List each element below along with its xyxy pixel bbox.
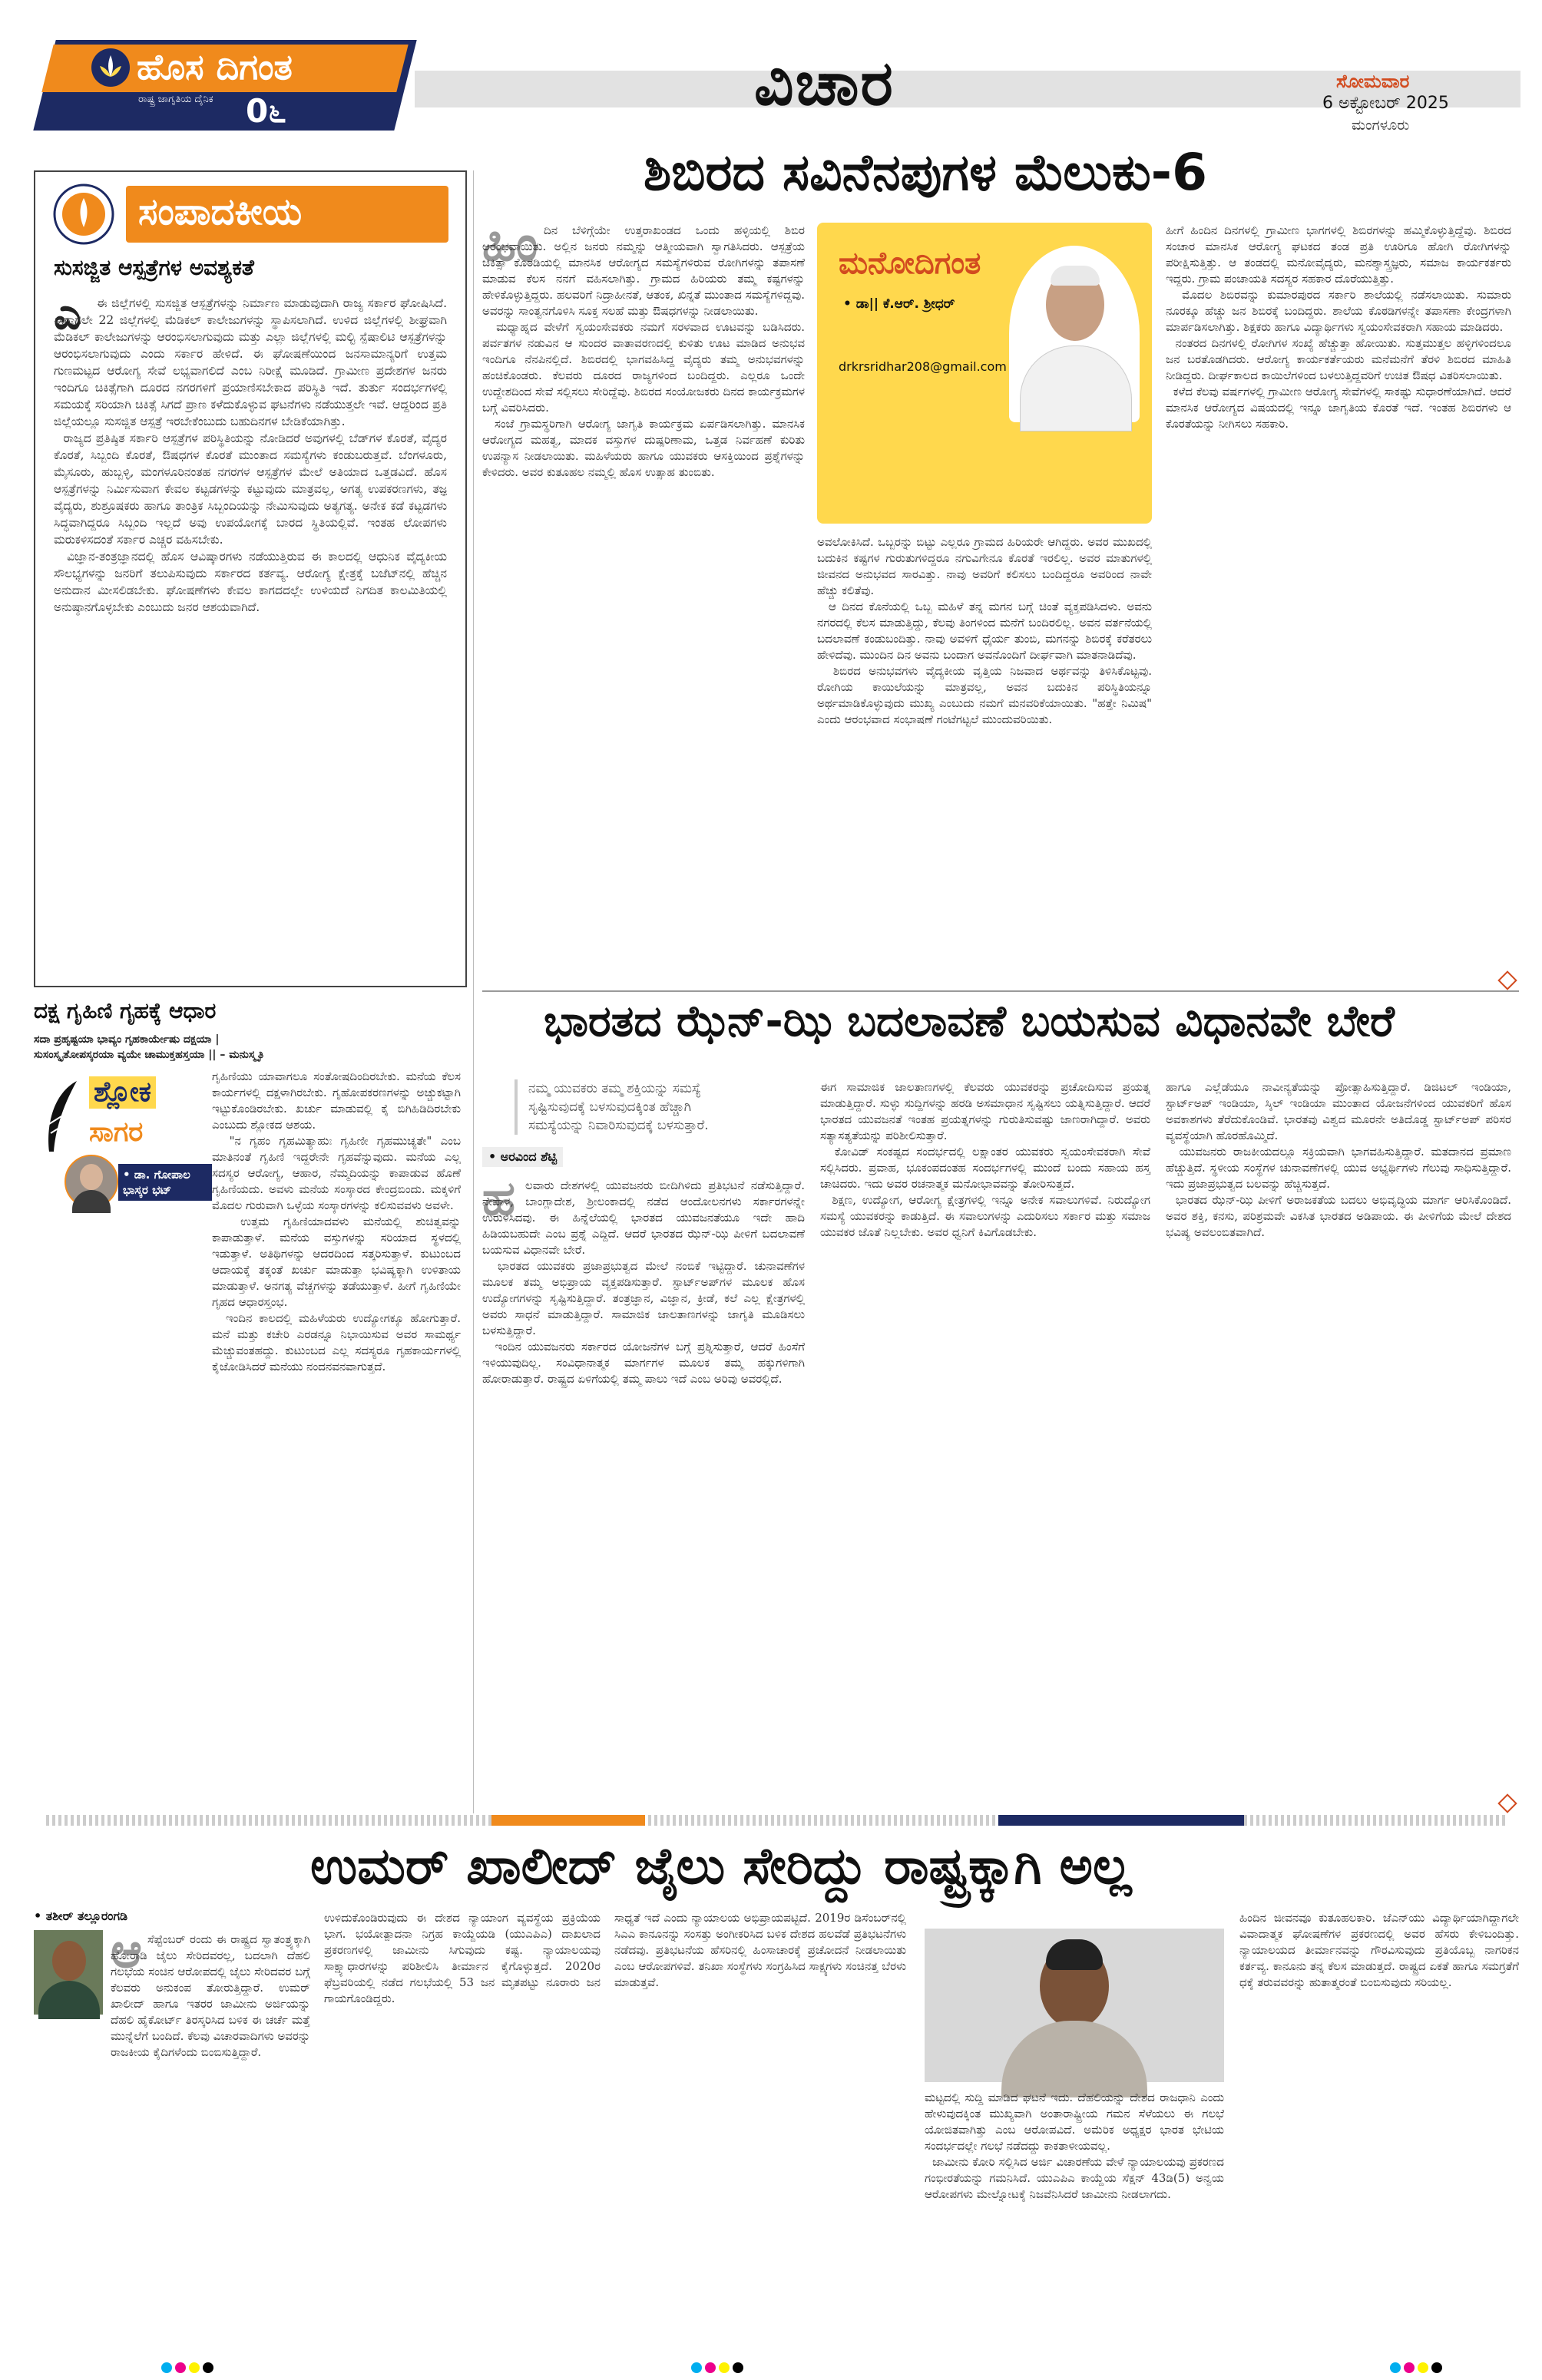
- registration-marks-left: [161, 2362, 217, 2376]
- lokasagara-author: • ಡಾ. ಗೋಪಾಲ ಭಾಸ್ಕರ ಭಟ್: [118, 1164, 212, 1201]
- umar-author: • ತಶೀರ್ ತಲ್ಲೂರಂಗಡಿ: [34, 1909, 128, 1923]
- section-title: ವಿಚಾರ: [754, 48, 895, 119]
- genz-author: • ಅರವಿಂದ ಶೆಟ್ಟಿ: [482, 1147, 563, 1167]
- umar-author-avatar: [34, 1930, 103, 2015]
- horizontal-divider: [482, 990, 1519, 992]
- lokasagara-headline: ದಕ್ಷ ಗೃಹಿಣಿ ಗೃಹಕ್ಕೆ ಆಧಾರ: [34, 998, 217, 1023]
- author-email: drkrsridhar208@gmail.com: [839, 359, 1007, 374]
- editorial-logo-icon: [52, 183, 115, 246]
- genz-col1: ಲವಾರು ದೇಶಗಳಲ್ಲಿ ಯುವಜನರು ಬೀದಿಗಿಳಿದು ಪ್ರತಿಭಟನೆ ನಡೆಸುತ್ತಿದ್ದಾರೆ. ನೇಪಾಳ, ಬಾಂಗ್ಲಾದೇಶ, ಶ್ರೀಲಂಕಾದಲ್ಲಿ ನಡೆದ ಆಂದೋಲನಗಳು ಸರ್ಕಾರಗಳನ್ನೇ ಉರುಳಿಸಿದವು. ಈ ಹಿನ್ನೆಲೆಯಲ್ಲಿ ಭಾರತದ ಯುವಜನತೆಯೂ ಇದೇ ಹಾದಿ ಹಿಡಿಯಬಹುದೇ ಎಂಬ ಪ್ರಶ್ನೆ ಎದ್ದಿದೆ. ಆದರೆ ಭಾರತದ ಝೆನ್-ಝಿ ಪೀಳಿಗೆ ಬದಲಾವಣೆ ಬಯಸುವ ವಿಧಾನವೇ ಬೇರೆ. ಭಾರತದ ಯುವಕರು ಪ್ರಜಾಪ್ರಭುತ್ವದ ಮೇಲೆ ನಂಬಿಕೆ ಇಟ್ಟಿದ್ದಾರೆ. ಚುನಾವಣೆಗಳ ಮೂಲಕ ತಮ್ಮ ಅಭಿಪ್ರಾಯ ವ್ಯಕ್ತಪಡಿಸುತ್ತಾರೆ. ಸ್ಟಾರ್ಟ್‌ಅಪ್‌ಗಳ ಮೂಲಕ ಹೊಸ ಉದ್ಯೋಗಗಳನ್ನು ಸೃಷ್ಟಿಸುತ್ತಿದ್ದಾರೆ. ತಂತ್ರಜ್ಞಾನ, ವಿಜ್ಞಾನ, ಕ್ರೀಡೆ, ಕಲೆ ಎಲ್ಲ ಕ್ಷೇತ್ರಗಳಲ್ಲಿ ಅವರು ಸಾಧನೆ ಮಾಡುತ್ತಿದ್ದಾರೆ. ಸಾಮಾಜಿಕ ಜಾಲತಾಣಗಳನ್ನು ಜಾಗೃತಿ ಮೂಡಿಸಲು ಬಳಸುತ್ತಿದ್ದಾರೆ. ಇಂದಿನ ಯುವಜನರು ಸರ್ಕಾರದ ಯೋಜನೆಗಳ ಬಗ್ಗೆ ಪ್ರಶ್ನಿಸುತ್ತಾರೆ, ಆದರೆ ಹಿಂಸೆಗೆ ಇಳಿಯುವುದಿಲ್ಲ. ಸಂವಿಧಾನಾತ್ಮಕ ಮಾರ್ಗಗಳ ಮೂಲಕ ತಮ್ಮ ಹಕ್ಕುಗಳಿಗಾಗಿ ಹೋರಾಡುತ್ತಾರೆ. ರಾಷ್ಟ್ರದ ಏಳಿಗೆಯಲ್ಲಿ ತಮ್ಮ ಪಾಲು ಇದೆ ಎಂಬ ಅರಿವು ಅವರಲ್ಲಿದೆ.: [482, 1178, 805, 1386]
- editorial-box: [34, 170, 467, 987]
- umar-col5: ಹಿಂದಿನ ಜೀವನವೂ ಕುತೂಹಲಕಾರಿ. ಜೆಎನ್‌ಯು ವಿದ್ಯಾರ್ಥಿಯಾಗಿದ್ದಾಗಲೇ ವಿವಾದಾತ್ಮಕ ಘೋಷಣೆಗಳ ಪ್ರಕರಣದಲ್ಲಿ ಅವರ ಹೆಸರು ಕೇಳಿಬಂದಿತ್ತು. ನ್ಯಾಯಾಲಯದ ತೀರ್ಮಾನವನ್ನು ಗೌರವಿಸುವುದು ಪ್ರತಿಯೊಬ್ಬ ನಾಗರಿಕನ ಕರ್ತವ್ಯ. ಕಾನೂನು ತನ್ನ ಕೆಲಸ ಮಾಡುತ್ತದೆ. ರಾಷ್ಟ್ರದ ಏಕತೆ ಹಾಗೂ ಸಮಗ್ರತೆಗೆ ಧಕ್ಕೆ ತರುವವರನ್ನು ಹುತಾತ್ಮರಂತೆ ಬಿಂಬಿಸುವುದು ಸರಿಯಲ್ಲ.: [1239, 1911, 1523, 1989]
- masthead: [0, 0, 1542, 142]
- main-article-col1: ದಿನ ಬೆಳಿಗ್ಗೆಯೇ ಉತ್ತರಾಖಂಡದ ಒಂದು ಹಳ್ಳಿಯಲ್ಲಿ ಶಿಬಿರ ಆರಂಭವಾಯಿತು. ಅಲ್ಲಿನ ಜನರು ನಮ್ಮನ್ನು ಆತ್ಮೀಯವಾಗಿ ಸ್ವಾಗತಿಸಿದರು. ಆಸ್ಪತ್ರೆಯ ಚಿಕಿತ್ಸಾ ಕೊಠಡಿಯಲ್ಲಿ ಮಾನಸಿಕ ಆರೋಗ್ಯದ ಸಮಸ್ಯೆಗಳಿರುವ ರೋಗಿಗಳನ್ನು ತಪಾಸಣೆ ಮಾಡುವ ಕೆಲಸ ನನಗೆ ವಹಿಸಲಾಗಿತ್ತು. ಗ್ರಾಮದ ಹಿರಿಯರು ತಮ್ಮ ಕಷ್ಟಗಳನ್ನು ಹೇಳಿಕೊಳ್ಳುತ್ತಿದ್ದರು. ಹಲವರಿಗೆ ನಿದ್ರಾಹೀನತೆ, ಆತಂಕ, ಖಿನ್ನತೆ ಮುಂತಾದ ಸಮಸ್ಯೆಗಳಿದ್ದವು. ಅವರನ್ನು ಸಾಂತ್ವನಗೊಳಿಸಿ ಸೂಕ್ತ ಸಲಹೆ ಮತ್ತು ಔಷಧಗಳನ್ನು ನೀಡಲಾಯಿತು. ಮಧ್ಯಾಹ್ನದ ವೇಳೆಗೆ ಸ್ವಯಂಸೇವಕರು ನಮಗೆ ಸರಳವಾದ ಊಟವನ್ನು ಬಡಿಸಿದರು. ಪರ್ವತಗಳ ನಡುವಿನ ಆ ಸುಂದರ ವಾತಾವರಣದಲ್ಲಿ ಕುಳಿತು ಊಟ ಮಾಡಿದ ಅನುಭವ ಇಂದಿಗೂ ನೆನಪಿನಲ್ಲಿದೆ. ಶಿಬಿರದಲ್ಲಿ ಭಾಗವಹಿಸಿದ್ದ ವೈದ್ಯರು ತಮ್ಮ ಅನುಭವಗಳನ್ನು ಹಂಚಿಕೊಂಡರು. ಕೆಲವರು ದೂರದ ರಾಜ್ಯಗಳಿಂದ ಬಂದಿದ್ದರು. ಎಲ್ಲರೂ ಒಂದೇ ಉದ್ದೇಶದಿಂದ ಸೇವೆ ಸಲ್ಲಿಸಲು ಸೇರಿದ್ದೆವು. ಶಿಬಿರದ ಸಂಯೋಜಕರು ದಿನದ ಕಾರ್ಯಕ್ರಮಗಳ ಬಗ್ಗೆ ವಿವರಿಸಿದರು. ಸಂಜೆ ಗ್ರಾಮಸ್ಥರಿಗಾಗಿ ಆರೋಗ್ಯ ಜಾಗೃತಿ ಕಾರ್ಯಕ್ರಮ ಏರ್ಪಡಿಸಲಾಗಿತ್ತು. ಮಾನಸಿಕ ಆರೋಗ್ಯದ ಮಹತ್ವ, ಮಾದಕ ವಸ್ತುಗಳ ದುಷ್ಪರಿಣಾಮ, ಒತ್ತಡ ನಿರ್ವಹಣೆ ಕುರಿತು ಉಪನ್ಯಾಸ ನೀಡಲಾಯಿತು. ಮಹಿಳೆಯರು ಹಾಗೂ ಯುವಕರು ಆಸಕ್ತಿಯಿಂದ ಪ್ರಶ್ನೆಗಳನ್ನು ಕೇಳಿದರು. ಅವರ ಕುತೂಹಲ ನಮ್ಮಲ್ಲಿ ಹೊಸ ಉತ್ಸಾಹ ತುಂಬಿತು.: [482, 223, 805, 479]
- quill-icon: [38, 1078, 84, 1155]
- editorial-drop-cap: ಎ: [54, 289, 81, 339]
- genz-pull-quote: ನಮ್ಮ ಯುವಕರು ತಮ್ಮ ಶಕ್ತಿಯನ್ನು ಸಮಸ್ಯೆ ಸೃಷ್ಟಿಸುವುದಕ್ಕೆ ಬಳಸುವುದಕ್ಕಿಂತ ಹೆಚ್ಚಾಗಿ ಸಮಸ್ಯೆಯನ್ನು ನಿವಾರಿಸುವುದಕ್ಕೆ ಬಳಸುತ್ತಾರೆ.: [515, 1079, 866, 1135]
- genz-col3: ಹಾಗೂ ಎಲ್ಲೆಡೆಯೂ ನಾವೀನ್ಯತೆಯನ್ನು ಪ್ರೋತ್ಸಾಹಿಸುತ್ತಿದ್ದಾರೆ. ಡಿಜಿಟಲ್ ಇಂಡಿಯಾ, ಸ್ಟಾರ್ಟ್‌ಅಪ್ ಇಂಡಿಯಾ, ಸ್ಕಿಲ್ ಇಂಡಿಯಾ ಮುಂತಾದ ಯೋಜನೆಗಳಿಂದ ಯುವಕರಿಗೆ ಹೊಸ ಅವಕಾಶಗಳು ತೆರೆದುಕೊಂಡಿವೆ. ಭಾರತವು ವಿಶ್ವದ ಮೂರನೇ ಅತಿದೊಡ್ಡ ಸ್ಟಾರ್ಟ್‌ಅಪ್ ಪರಿಸರ ವ್ಯವಸ್ಥೆಯಾಗಿ ಹೊರಹೊಮ್ಮಿದೆ. ಯುವಜನರು ರಾಜಕೀಯದಲ್ಲೂ ಸಕ್ರಿಯವಾಗಿ ಭಾಗವಹಿಸುತ್ತಿದ್ದಾರೆ. ಮತದಾನದ ಪ್ರಮಾಣ ಹೆಚ್ಚುತ್ತಿದೆ. ಸ್ಥಳೀಯ ಸಂಸ್ಥೆಗಳ ಚುನಾವಣೆಗಳಲ್ಲಿ ಯುವ ಅಭ್ಯರ್ಥಿಗಳು ಗೆಲುವು ಸಾಧಿಸುತ್ತಿದ್ದಾರೆ. ಇದು ಪ್ರಜಾಪ್ರಭುತ್ವದ ಬಲವನ್ನು ಹೆಚ್ಚಿಸುತ್ತದೆ. ಭಾರತದ ಝೆನ್-ಝಿ ಪೀಳಿಗೆ ಅರಾಜಕತೆಯ ಬದಲು ಅಭಿವೃದ್ಧಿಯ ಮಾರ್ಗ ಆರಿಸಿಕೊಂಡಿದೆ. ಅವರ ಶಕ್ತಿ, ಕನಸು, ಪರಿಶ್ರಮವೇ ವಿಕಸಿತ ಭಾರತದ ಅಡಿಪಾಯ. ಈ ಪೀಳಿಗೆಯ ಮೇಲೆ ದೇಶದ ಭವಿಷ್ಯ ಅವಲಂಬಿತವಾಗಿದೆ.: [1166, 1080, 1511, 1239]
- genz-article: [482, 997, 1519, 1810]
- author-avatar: [65, 1155, 118, 1208]
- umar-photo: [925, 1929, 1224, 2082]
- masthead-city: ಮಂಗಳೂರು: [1352, 117, 1410, 134]
- lokasagara-badge-line2: ಸಾಗರ: [89, 1116, 144, 1148]
- umar-col1: ಸೆಪ್ಟೆಂಬರ್ ರಂದು ಈ ರಾಷ್ಟ್ರದ ಸ್ವಾತಂತ್ರ್ಯಕ್ಕಾಗಿ ಹೋರಾಡಿ ಜೈಲು ಸೇರಿದವರಲ್ಲ, ಬದಲಾಗಿ ದೆಹಲಿ ಗಲಭೆಯ ಸಂಚಿನ ಆರೋಪದಲ್ಲಿ ಜೈಲು ಸೇರಿದವರ ಬಗ್ಗೆ ಕೆಲವರು ಅನುಕಂಪ ತೋರುತ್ತಿದ್ದಾರೆ. ಉಮರ್ ಖಾಲೀದ್ ಹಾಗೂ ಇತರರ ಜಾಮೀನು ಅರ್ಜಿಯನ್ನು ದೆಹಲಿ ಹೈಕೋರ್ಟ್ ತಿರಸ್ಕರಿಸಿದ ಬಳಿಕ ಈ ಚರ್ಚೆ ಮತ್ತೆ ಮುನ್ನೆಲೆಗೆ ಬಂದಿದೆ. ಕೆಲವು ವಿಚಾರವಾದಿಗಳು ಅವರನ್ನು ರಾಜಕೀಯ ಕೈದಿಗಳೆಂದು ಬಿಂಬಿಸುತ್ತಿದ್ದಾರೆ.: [111, 1932, 314, 2059]
- registration-marks-center: [691, 2362, 746, 2376]
- genz-headline: ಭಾರತದ ಝೆನ್-ಝಿ ಬದಲಾವಣೆ ಬಯಸುವ ವಿಧಾನವೇ ಬೇರೆ: [544, 997, 1395, 1046]
- editorial-body: ಈ ಜಿಲ್ಲೆಗಳಲ್ಲಿ ಸುಸಜ್ಜಿತ ಆಸ್ಪತ್ರೆಗಳನ್ನು ನಿರ್ಮಾಣ ಮಾಡುವುದಾಗಿ ರಾಜ್ಯ ಸರ್ಕಾರ ಘೋಷಿಸಿದೆ. ಈಗಾಗಲೇ 22 ಜಿಲ್ಲೆಗಳಲ್ಲಿ ಮೆಡಿಕಲ್ ಕಾಲೇಜುಗಳನ್ನು ಸ್ಥಾಪಿಸಲಾಗಿದೆ. ಉಳಿದ ಜಿಲ್ಲೆಗಳಲ್ಲಿ ಶೀಘ್ರವಾಗಿ ಮೆಡಿಕಲ್ ಕಾಲೇಜುಗಳನ್ನು ಆರಂಭಿಸಲಾಗುವುದು ಮತ್ತು ಎಲ್ಲಾ ಜಿಲ್ಲೆಗಳಲ್ಲಿ ಮಲ್ಟಿ ಸ್ಪೆಷಾಲಿಟಿ ಆಸ್ಪತ್ರೆಗಳನ್ನು ಆರಂಭಿಸಲಾಗುವುದು ಎಂದು ಸರ್ಕಾರ ಹೇಳಿದೆ. ಈ ಘೋಷಣೆಯಿಂದ ಜನಸಾಮಾನ್ಯರಿಗೆ ಉತ್ತಮ ಗುಣಮಟ್ಟದ ಆರೋಗ್ಯ ಸೇವೆ ಲಭ್ಯವಾಗಲಿದೆ ಎಂಬ ನಿರೀಕ್ಷೆ ಮೂಡಿದೆ. ಗ್ರಾಮೀಣ ಪ್ರದೇಶಗಳ ಜನರು ಇಂದಿಗೂ ಚಿಕಿತ್ಸೆಗಾಗಿ ದೂರದ ನಗರಗಳಿಗೆ ಪ್ರಯಾಣಿಸಬೇಕಾದ ಪರಿಸ್ಥಿತಿ ಇದೆ. ತುರ್ತು ಸಂದರ್ಭಗಳಲ್ಲಿ ಸಮಯಕ್ಕೆ ಸರಿಯಾಗಿ ಚಿಕಿತ್ಸೆ ಸಿಗದೆ ಪ್ರಾಣ ಕಳೆದುಕೊಳ್ಳುವ ಘಟನೆಗಳು ನಡೆಯುತ್ತಲೇ ಇವೆ. ಆದ್ದರಿಂದ ಪ್ರತಿ ಜಿಲ್ಲೆಯಲ್ಲೂ ಸುಸಜ್ಜಿತ ಆಸ್ಪತ್ರೆ ಇರಬೇಕೆಂಬುದು ಬಹುದಿನಗಳ ಬೇಡಿಕೆಯಾಗಿತ್ತು. ರಾಜ್ಯದ ಪ್ರತಿಷ್ಠಿತ ಸರ್ಕಾರಿ ಆಸ್ಪತ್ರೆಗಳ ಪರಿಸ್ಥಿತಿಯನ್ನು ನೋಡಿದರೆ ಅವುಗಳಲ್ಲಿ ಬೆಡ್‌ಗಳ ಕೊರತೆ, ವೈದ್ಯರ ಕೊರತೆ, ಸಿಬ್ಬಂದಿ ಕೊರತೆ, ಔಷಧಗಳ ಕೊರತೆ ಮುಂತಾದ ಸಮಸ್ಯೆಗಳು ಕಂಡುಬರುತ್ತವೆ. ಬೆಂಗಳೂರು, ಮೈಸೂರು, ಹುಬ್ಬಳ್ಳಿ, ಮಂಗಳೂರಿನಂತಹ ನಗರಗಳ ಆಸ್ಪತ್ರೆಗಳ ಮೇಲೆ ಅತಿಯಾದ ಒತ್ತಡವಿದೆ. ಹೊಸ ಆಸ್ಪತ್ರೆಗಳನ್ನು ನಿರ್ಮಿಸುವಾಗ ಕೇವಲ ಕಟ್ಟಡಗಳನ್ನು ಕಟ್ಟುವುದು ಮಾತ್ರವಲ್ಲ, ಅಗತ್ಯ ಉಪಕರಣಗಳು, ತಜ್ಞ ವೈದ್ಯರು, ಶುಶ್ರೂಷಕರು ಹಾಗೂ ತಾಂತ್ರಿಕ ಸಿಬ್ಬಂದಿಯನ್ನು ನೇಮಿಸುವುದು ಅತ್ಯಗತ್ಯ. ಅನೇಕ ಕಡೆ ಕಟ್ಟಡಗಳು ಸಿದ್ಧವಾಗಿದ್ದರೂ ಸಿಬ್ಬಂದಿ ಇಲ್ಲದೆ ಅವು ಉಪಯೋಗಕ್ಕೆ ಬಾರದ ಸ್ಥಿತಿಯಲ್ಲಿವೆ. ಇಂತಹ ಲೋಪಗಳು ಮರುಕಳಿಸದಂತೆ ಸರ್ಕಾರ ಎಚ್ಚರ ವಹಿಸಬೇಕು. ವಿಜ್ಞಾನ-ತಂತ್ರಜ್ಞಾನದಲ್ಲಿ ಹೊಸ ಆವಿಷ್ಕಾರಗಳು ನಡೆಯುತ್ತಿರುವ ಈ ಕಾಲದಲ್ಲಿ ಆಧುನಿಕ ವೈದ್ಯಕೀಯ ಸೌಲಭ್ಯಗಳನ್ನು ಜನರಿಗೆ ತಲುಪಿಸುವುದು ಸರ್ಕಾರದ ಕರ್ತವ್ಯ. ಆರೋಗ್ಯ ಕ್ಷೇತ್ರಕ್ಕೆ ಬಜೆಟ್‌ನಲ್ಲಿ ಹೆಚ್ಚಿನ ಅನುದಾನ ಮೀಸಲಿಡಬೇಕು. ಘೋಷಣೆಗಳು ಕೇವಲ ಕಾಗದದಲ್ಲೇ ಉಳಿಯದೆ ನಿಗದಿತ ಕಾಲಮಿತಿಯಲ್ಲಿ ಅನುಷ್ಠಾನಗೊಳ್ಳಬೇಕು ಎಂಬುದು ಜನರ ಆಶಯವಾಗಿದೆ.: [54, 296, 448, 614]
- main-article-col2: ಅವಲೋಕಿಸಿದೆ. ಒಬ್ಬರನ್ನು ಬಿಟ್ಟು ಎಲ್ಲರೂ ಗ್ರಾಮದ ಹಿರಿಯರೇ ಆಗಿದ್ದರು. ಅವರ ಮುಖದಲ್ಲಿ ಬದುಕಿನ ಕಷ್ಟಗಳ ಗುರುತುಗಳಿದ್ದರೂ ನಗುವಿಗೇನೂ ಕೊರತೆ ಇರಲಿಲ್ಲ. ಅವರ ಮಾತುಗಳಲ್ಲಿ ಜೀವನದ ಅನುಭವದ ಸಾರವಿತ್ತು. ನಾವು ಅವರಿಗೆ ಕಲಿಸಲು ಬಂದಿದ್ದರೂ ಅವರಿಂದ ನಾವೇ ಹೆಚ್ಚು ಕಲಿತೆವು. ಆ ದಿನದ ಕೊನೆಯಲ್ಲಿ ಒಬ್ಬ ಮಹಿಳೆ ತನ್ನ ಮಗನ ಬಗ್ಗೆ ಚಿಂತೆ ವ್ಯಕ್ತಪಡಿಸಿದಳು. ಅವನು ನಗರದಲ್ಲಿ ಕೆಲಸ ಮಾಡುತ್ತಿದ್ದು, ಕೆಲವು ತಿಂಗಳಿಂದ ಮನೆಗೆ ಬಂದಿರಲಿಲ್ಲ. ಅವನ ವರ್ತನೆಯಲ್ಲಿ ಬದಲಾವಣೆ ಕಂಡುಬಂದಿತ್ತು. ನಾವು ಅವಳಿಗೆ ಧೈರ್ಯ ತುಂಬಿ, ಮಗನನ್ನು ಶಿಬಿರಕ್ಕೆ ಕರೆತರಲು ಹೇಳಿದೆವು. ಮುಂದಿನ ದಿನ ಅವನು ಬಂದಾಗ ಅವನೊಂದಿಗೆ ದೀರ್ಘವಾಗಿ ಮಾತನಾಡಿದೆವು. ಶಿಬಿರದ ಅನುಭವಗಳು ವೈದ್ಯಕೀಯ ವೃತ್ತಿಯ ನಿಜವಾದ ಅರ್ಥವನ್ನು ತಿಳಿಸಿಕೊಟ್ಟವು. ರೋಗಿಯ ಕಾಯಿಲೆಯನ್ನು ಮಾತ್ರವಲ್ಲ, ಅವನ ಬದುಕಿನ ಪರಿಸ್ಥಿತಿಯನ್ನೂ ಅರ್ಥಮಾಡಿಕೊಳ್ಳುವುದು ಮುಖ್ಯ ಎಂಬುದು ನಮಗೆ ಮನವರಿಕೆಯಾಯಿತು. "ಹತ್ತೇ ನಿಮಿಷ" ಎಂದು ಆರಂಭವಾದ ಸಂಭಾಷಣೆ ಗಂಟೆಗಟ್ಟಲೆ ಮುಂದುವರಿಯಿತು.: [817, 535, 1152, 726]
- genz-col2: ಈಗ ಸಾಮಾಜಿಕ ಜಾಲತಾಣಗಳಲ್ಲಿ ಕೆಲವರು ಯುವಕರನ್ನು ಪ್ರಚೋದಿಸುವ ಪ್ರಯತ್ನ ಮಾಡುತ್ತಿದ್ದಾರೆ. ಸುಳ್ಳು ಸುದ್ದಿಗಳನ್ನು ಹರಡಿ ಅಸಮಾಧಾನ ಸೃಷ್ಟಿಸಲು ಯತ್ನಿಸುತ್ತಿದ್ದಾರೆ. ಆದರೆ ಭಾರತದ ಯುವಜನತೆ ಇಂತಹ ಪ್ರಯತ್ನಗಳನ್ನು ಗುರುತಿಸುವಷ್ಟು ಜಾಣರಾಗಿದ್ದಾರೆ. ಅವರು ಸತ್ಯಾಸತ್ಯತೆಯನ್ನು ಪರಿಶೀಲಿಸುತ್ತಾರೆ. ಕೋವಿಡ್ ಸಂಕಷ್ಟದ ಸಂದರ್ಭದಲ್ಲಿ ಲಕ್ಷಾಂತರ ಯುವಕರು ಸ್ವಯಂಸೇವಕರಾಗಿ ಸೇವೆ ಸಲ್ಲಿಸಿದರು. ಪ್ರವಾಹ, ಭೂಕಂಪದಂತಹ ಸಂದರ್ಭಗಳಲ್ಲಿ ಮುಂದೆ ಬಂದು ಸಹಾಯ ಹಸ್ತ ಚಾಚಿದರು. ಇದು ಅವರ ರಚನಾತ್ಮಕ ಮನೋಭಾವವನ್ನು ತೋರಿಸುತ್ತದೆ. ಶಿಕ್ಷಣ, ಉದ್ಯೋಗ, ಆರೋಗ್ಯ ಕ್ಷೇತ್ರಗಳಲ್ಲಿ ಇನ್ನೂ ಅನೇಕ ಸವಾಲುಗಳಿವೆ. ನಿರುದ್ಯೋಗ ಸಮಸ್ಯೆ ಯುವಕರನ್ನು ಕಾಡುತ್ತಿದೆ. ಈ ಸವಾಲುಗಳನ್ನು ಎದುರಿಸಲು ಸರ್ಕಾರ ಮತ್ತು ಸಮಾಜ ಯುವಕರ ಜೊತೆ ನಿಲ್ಲಬೇಕು. ಅವರ ಧ್ವನಿಗೆ ಕಿವಿಗೊಡಬೇಕು.: [820, 1080, 1150, 1239]
- main-article-headline: ಶಿಬಿರದ ಸವಿನೆನಪುಗಳ ಮೆಲುಕು-6: [644, 143, 1207, 202]
- vertical-divider: [473, 170, 474, 1813]
- genz-drop-cap: ಹ: [482, 1170, 515, 1226]
- main-article: [482, 143, 1519, 987]
- editorial-headline: ಸುಸಜ್ಜಿತ ಆಸ್ಪತ್ರೆಗಳ ಅವಶ್ಯಕತೆ: [54, 255, 254, 280]
- main-article-drop-cap: ಹಿಂ: [482, 216, 538, 273]
- genz-end-icon: [1497, 1793, 1517, 1813]
- column-badge-box: [817, 223, 1152, 524]
- lokasagara-badge-line1: ಶ್ಲೋಕ: [89, 1076, 156, 1109]
- page-number: 0೬: [246, 92, 286, 130]
- umar-col2: ಉಳಿದುಕೊಂಡಿರುವುದು ಈ ದೇಶದ ನ್ಯಾಯಾಂಗ ವ್ಯವಸ್ಥೆಯ ಪ್ರಕ್ರಿಯೆಯ ಭಾಗ. ಭಯೋತ್ಪಾದನಾ ನಿಗ್ರಹ ಕಾಯ್ದೆಯಡಿ (ಯುಎಪಿಎ) ದಾಖಲಾದ ಪ್ರಕರಣಗಳಲ್ಲಿ ಜಾಮೀನು ಸಿಗುವುದು ಕಷ್ಟ. ನ್ಯಾಯಾಲಯವು ಸಾಕ್ಷ್ಯಾಧಾರಗಳನ್ನು ಪರಿಶೀಲಿಸಿ ತೀರ್ಮಾನ ಕೈಗೊಳ್ಳುತ್ತದೆ. 2020ರ ಫೆಬ್ರವರಿಯಲ್ಲಿ ನಡೆದ ಗಲಭೆಯಲ್ಲಿ 53 ಜನ ಮೃತಪಟ್ಟು ನೂರಾರು ಜನ ಗಾಯಗೊಂಡಿದ್ದರು.: [324, 1911, 604, 2005]
- masthead-day: ಸೋಮವಾರ: [1336, 71, 1410, 92]
- column-badge-text: ಮನೋದಿಗಂತ: [839, 246, 981, 281]
- umar-col3: ಸಾಧ್ಯತೆ ಇದೆ ಎಂದು ನ್ಯಾಯಾಲಯ ಅಭಿಪ್ರಾಯಪಟ್ಟಿದೆ. 2019ರ ಡಿಸೆಂಬರ್‌ನಲ್ಲಿ ಸಿಎಎ ಕಾನೂನನ್ನು ಸಂಸತ್ತು ಅಂಗೀಕರಿಸಿದ ಬಳಿಕ ದೇಶದ ಹಲವೆಡೆ ಪ್ರತಿಭಟನೆಗಳು ನಡೆದವು. ಪ್ರತಿಭಟನೆಯ ಹೆಸರಿನಲ್ಲಿ ಹಿಂಸಾಚಾರಕ್ಕೆ ಪ್ರಚೋದನೆ ನೀಡಲಾಯಿತು ಎಂಬ ಆರೋಪಗಳಿವೆ. ತನಿಖಾ ಸಂಸ್ಥೆಗಳು ಸಂಗ್ರಹಿಸಿದ ಸಾಕ್ಷ್ಯಗಳು ಸಂಚಿನತ್ತ ಬೆರಳು ಮಾಡುತ್ತವೆ.: [614, 1911, 910, 1989]
- lokasagara-shloka: ಸದಾ ಪ್ರಹೃಷ್ಟಯಾ ಭಾವ್ಯಂ ಗೃಹಕಾರ್ಯೇಷು ದಕ್ಷಯಾ | ಸುಸಂಸ್ಕೃತೋಪಸ್ಕರಯಾ ವ್ಯಯೇ ಚಾಮುಕ್ತಹಸ್ತಯಾ || – ಮನುಸ್ಮೃತಿ: [34, 1033, 264, 1061]
- section-divider-band: [46, 1815, 1505, 1826]
- masthead-date: 6 ಅಕ್ಟೋಬರ್ 2025: [1322, 94, 1449, 113]
- main-article-col3: ಹೀಗೆ ಹಿಂದಿನ ದಿನಗಳಲ್ಲಿ ಗ್ರಾಮೀಣ ಭಾಗಗಳಲ್ಲಿ ಶಿಬಿರಗಳನ್ನು ಹಮ್ಮಿಕೊಳ್ಳುತ್ತಿದ್ದೆವು. ಶಿಬಿರದ ಸಂಚಾರ ಮಾನಸಿಕ ಆರೋಗ್ಯ ಘಟಕದ ತಂಡ ಪ್ರತಿ ಊರಿಗೂ ಹೋಗಿ ರೋಗಿಗಳನ್ನು ಪರೀಕ್ಷಿಸುತ್ತಿತ್ತು. ಆ ತಂಡದಲ್ಲಿ ಮನೋವೈದ್ಯರು, ಮನಶ್ಶಾಸ್ತ್ರಜ್ಞರು, ಸಮಾಜ ಕಾರ್ಯಕರ್ತರು ಇದ್ದರು. ಗ್ರಾಮ ಪಂಚಾಯತಿ ಸದಸ್ಯರ ಸಹಕಾರ ದೊರೆಯುತ್ತಿತ್ತು. ಮೊದಲ ಶಿಬಿರವನ್ನು ಕುಮಾರಪುರದ ಸರ್ಕಾರಿ ಶಾಲೆಯಲ್ಲಿ ನಡೆಸಲಾಯಿತು. ಸುಮಾರು ನೂರಕ್ಕೂ ಹೆಚ್ಚು ಜನ ಶಿಬಿರಕ್ಕೆ ಬಂದಿದ್ದರು. ಶಾಲೆಯ ಕೊಠಡಿಗಳನ್ನೇ ತಪಾಸಣಾ ಕೇಂದ್ರಗಳಾಗಿ ಮಾರ್ಪಡಿಸಲಾಗಿತ್ತು. ಶಿಕ್ಷಕರು ಹಾಗೂ ವಿದ್ಯಾರ್ಥಿಗಳು ಸ್ವಯಂಸೇವಕರಾಗಿ ಸಹಾಯ ಮಾಡಿದರು. ನಂತರದ ದಿನಗಳಲ್ಲಿ ರೋಗಿಗಳ ಸಂಖ್ಯೆ ಹೆಚ್ಚುತ್ತಾ ಹೋಯಿತು. ಸುತ್ತಮುತ್ತಲ ಹಳ್ಳಿಗಳಿಂದಲೂ ಜನ ಬರತೊಡಗಿದರು. ಆರೋಗ್ಯ ಕಾರ್ಯಕರ್ತೆಯರು ಮನೆಮನೆಗೆ ತೆರಳಿ ಶಿಬಿರದ ಮಾಹಿತಿ ನೀಡಿದ್ದರು. ದೀರ್ಘಕಾಲದ ಕಾಯಿಲೆಗಳಿಂದ ಬಳಲುತ್ತಿದ್ದವರಿಗೆ ಉಚಿತ ಔಷಧ ವಿತರಿಸಲಾಯಿತು. ಕಳೆದ ಕೆಲವು ವರ್ಷಗಳಲ್ಲಿ ಗ್ರಾಮೀಣ ಆರೋಗ್ಯ ಸೇವೆಗಳಲ್ಲಿ ಸಾಕಷ್ಟು ಸುಧಾರಣೆಯಾಗಿದೆ. ಆದರೆ ಮಾನಸಿಕ ಆರೋಗ್ಯದ ವಿಷಯದಲ್ಲಿ ಇನ್ನೂ ಜಾಗೃತಿಯ ಕೊರತೆ ಇದೆ. ಇಂತಹ ಶಿಬಿರಗಳು ಆ ಕೊರತೆಯನ್ನು ನೀಗಿಸಲು ಸಹಕಾರಿ.: [1166, 223, 1511, 431]
- logo-text: ಹೊಸ ದಿಗಂತ: [137, 46, 293, 88]
- lokasagara-body: ಗೃಹಿಣಿಯು ಯಾವಾಗಲೂ ಸಂತೋಷದಿಂದಿರಬೇಕು. ಮನೆಯ ಕೆಲಸ ಕಾರ್ಯಗಳಲ್ಲಿ ದಕ್ಷಳಾಗಿರಬೇಕು. ಗೃಹೋಪಕರಣಗಳನ್ನು ಅಚ್ಚುಕಟ್ಟಾಗಿ ಇಟ್ಟುಕೊಂಡಿರಬೇಕು. ಖರ್ಚು ಮಾಡುವಲ್ಲಿ ಕೈ ಬಿಗಿಹಿಡಿದಿರಬೇಕು ಎಂಬುದು ಶ್ಲೋಕದ ಆಶಯ. "ನ ಗೃಹಂ ಗೃಹಮಿತ್ಯಾಹುಃ ಗೃಹಿಣೀ ಗೃಹಮುಚ್ಯತೇ" ಎಂಬ ಮಾತಿನಂತೆ ಗೃಹಿಣಿ ಇದ್ದರೇನೇ ಗೃಹವೆನ್ನುವುದು. ಮನೆಯ ಎಲ್ಲ ಸದಸ್ಯರ ಆರೋಗ್ಯ, ಆಹಾರ, ನೆಮ್ಮದಿಯನ್ನು ಕಾಪಾಡುವ ಹೊಣೆ ಗೃಹಿಣಿಯದು. ಅವಳು ಮನೆಯ ಸಂಸ್ಕಾರದ ಕೇಂದ್ರಬಿಂದು. ಮಕ್ಕಳಿಗೆ ಮೊದಲ ಗುರುವಾಗಿ ಒಳ್ಳೆಯ ಸಂಸ್ಕಾರಗಳನ್ನು ಕಲಿಸುವವಳು ಅವಳೇ. ಉತ್ತಮ ಗೃಹಿಣಿಯಾದವಳು ಮನೆಯಲ್ಲಿ ಶುಚಿತ್ವವನ್ನು ಕಾಪಾಡುತ್ತಾಳೆ. ಮನೆಯ ವಸ್ತುಗಳನ್ನು ಸರಿಯಾದ ಸ್ಥಳದಲ್ಲಿ ಇಡುತ್ತಾಳೆ. ಅತಿಥಿಗಳನ್ನು ಆದರದಿಂದ ಸತ್ಕರಿಸುತ್ತಾಳೆ. ಕುಟುಂಬದ ಆದಾಯಕ್ಕೆ ತಕ್ಕಂತೆ ಖರ್ಚು ಮಾಡುತ್ತಾ ಭವಿಷ್ಯಕ್ಕಾಗಿ ಉಳಿತಾಯ ಮಾಡುತ್ತಾಳೆ. ಅನಗತ್ಯ ವೆಚ್ಚಗಳನ್ನು ತಡೆಯುತ್ತಾಳೆ. ಹೀಗೆ ಗೃಹಿಣಿಯೇ ಗೃಹದ ಆಧಾರಸ್ತಂಭ. ಇಂದಿನ ಕಾಲದಲ್ಲಿ ಮಹಿಳೆಯರು ಉದ್ಯೋಗಕ್ಕೂ ಹೋಗುತ್ತಾರೆ. ಮನೆ ಮತ್ತು ಕಚೇರಿ ಎರಡನ್ನೂ ನಿಭಾಯಿಸುವ ಅವರ ಸಾಮರ್ಥ್ಯ ಮೆಚ್ಚುವಂತಹದ್ದು. ಕುಟುಂಬದ ಎಲ್ಲ ಸದಸ್ಯರೂ ಗೃಹಕಾರ್ಯಗಳಲ್ಲಿ ಕೈಜೋಡಿಸಿದರೆ ಮನೆಯು ನಂದನವನವಾಗುತ್ತದೆ.: [212, 1069, 461, 1373]
- editorial-badge-text: ಸಂಪಾದಕೀಯ: [138, 190, 303, 233]
- column-author: • ಡಾ|| ಕೆ.ಆರ್. ಶ್ರೀಧರ್: [843, 296, 955, 312]
- lokasagara-badge: [34, 1069, 204, 1222]
- umar-col4: ಮಟ್ಟದಲ್ಲಿ ಸುದ್ದಿ ಮಾಡಿದ ಘಟನೆ ಇದು. ದೆಹಲಿಯನ್ನು ದೇಶದ ರಾಜಧಾನಿ ಎಂದು ಹೇಳುವುದಕ್ಕಿಂತ ಮುಖ್ಯವಾಗಿ ಅಂತಾರಾಷ್ಟ್ರೀಯ ಗಮನ ಸೆಳೆಯಲು ಈ ಗಲಭೆ ಯೋಜಿತವಾಗಿತ್ತು ಎಂಬ ಆರೋಪವಿದೆ. ಅಮೆರಿಕ ಅಧ್ಯಕ್ಷರ ಭಾರತ ಭೇಟಿಯ ಸಂದರ್ಭದಲ್ಲೇ ಗಲಭೆ ನಡೆದದ್ದು ಕಾಕತಾಳೀಯವಲ್ಲ. ಜಾಮೀನು ಕೋರಿ ಸಲ್ಲಿಸಿದ ಅರ್ಜಿ ವಿಚಾರಣೆಯ ವೇಳೆ ನ್ಯಾಯಾಲಯವು ಪ್ರಕರಣದ ಗಂಭೀರತೆಯನ್ನು ಗಮನಿಸಿದೆ. ಯುಎಪಿಎ ಕಾಯ್ದೆಯ ಸೆಕ್ಷನ್ 43ಡಿ(5) ಅನ್ವಯ ಆರೋಪಗಳು ಮೇಲ್ನೋಟಕ್ಕೆ ನಿಜವೆನಿಸಿದರೆ ಜಾಮೀನು ನೀಡಲಾಗದು.: [925, 2091, 1224, 2201]
- registration-marks-right: [1390, 2362, 1445, 2376]
- lokasagara-body-cont: [34, 1242, 461, 1780]
- author-portrait: [1009, 246, 1140, 422]
- lokasagara-section: [34, 998, 464, 1812]
- umar-drop-cap: ಆ: [111, 1922, 142, 1978]
- logo-tagline: ರಾಷ್ಟ್ರ ಜಾಗೃತಿಯ ದೈನಿಕ: [138, 94, 213, 105]
- lotus-logo-icon: [91, 48, 131, 88]
- article-end-icon: [1497, 970, 1517, 990]
- umar-article: [34, 1836, 1523, 2374]
- umar-headline: ಉಮರ್ ಖಾಲೀದ್ ಜೈಲು ಸೇರಿದ್ದು ರಾಷ್ಟ್ರಕ್ಕಾಗಿ ಅಲ್ಲ: [310, 1836, 1132, 1896]
